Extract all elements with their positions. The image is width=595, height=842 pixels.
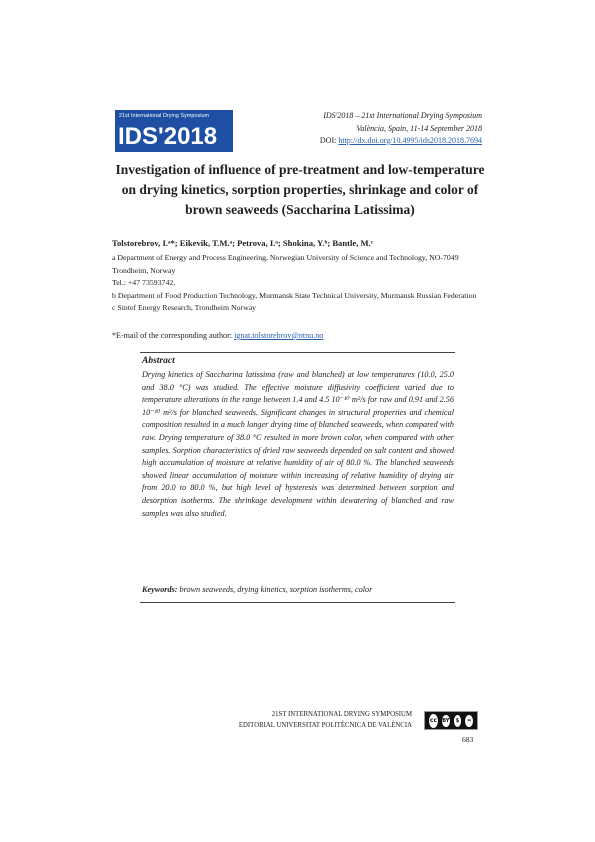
nc-icon: $ [453, 714, 463, 728]
doi-label: DOI: [319, 136, 337, 145]
affiliation-a: a Department of Energy and Process Engineering, Norwegian University of Science and Technology, NO-7049 Trondheim, Norway [112, 253, 459, 275]
abstract-text: Drying kinetics of Saccharina latissima (raw and blanched) at low temperatures (10.0, 25.0 and 38.0 °C) was studied. The effective moisture diffusivity coefficient varied due to temperature alterations in the range between 1.4 and 4.5 10⁻¹⁰ m²/s for raw and 0.91 and 2.56 10⁻¹⁰ m²/s for blanched seaweeds. Significant changes in structural properties and chemical composition resulted in a much longer drying time of blanched seaweeds, when compared with raw. Drying temperature of 38.0 °C resulted in more brown color, when compared with other samples. Sorption characteristics of dried raw seaweeds depended on salt content and showed high accumulation of moisture at relative humidity of air of 80.0 %. The blanched seaweeds showed linear accumulation of moisture within increasing of relative humidity of drying air from 20.0 to 80.0 %, but high level of hysteresis was determined between sorption and desorption isotherms. The shrinkage development within dewatering of blanched and raw samples was also studied. [142, 370, 454, 518]
keywords-text: brown seaweeds, drying kinetics, sorption isotherms, color [179, 585, 373, 594]
conference-header [320, 110, 482, 148]
keywords-line [142, 585, 454, 594]
logo-subtitle: 21st International Drying Symposium [119, 113, 210, 119]
author-list: Tolstorebrov, I.ᵃ*; Eikevik, T.M.ᵃ; Petrova, I.ᵃ; Shokina, Y.ᵇ; Bantle, M.ᶜ [112, 238, 373, 248]
doi-line [320, 135, 482, 148]
affiliation-b: b Department of Food Production Technology, Murmansk State Technical University, Murmansk Russian Federation [112, 290, 477, 300]
footer-publisher [239, 709, 412, 731]
affiliation-phone: Tel.: +47 73593742, [112, 278, 176, 287]
affiliations [112, 252, 484, 315]
footer-symposium: 21ST INTERNATIONAL DRYING SYMPOSIUM [271, 711, 412, 718]
conference-place-dates: València, Spain, 11-14 September 2018 [356, 123, 482, 133]
abstract-heading: Abstract [142, 356, 175, 366]
cc-license-badge[interactable] [424, 711, 478, 730]
abstract-top-rule [140, 352, 455, 353]
logo-title: IDS'2018 [118, 123, 218, 150]
ids2018-logo [115, 110, 233, 152]
doi-link[interactable]: http://dx.doi.org/10.4995/ids2018.2018.7694 [338, 136, 482, 145]
nd-icon: = [464, 714, 474, 728]
footer-editorial: EDITORIAL UNIVERSITAT POLITÈCNICA DE VALÈNCIA [238, 722, 412, 729]
abstract-bottom-rule [140, 602, 455, 603]
page-number: 683 [462, 735, 474, 744]
corresponding-author-email [112, 331, 323, 340]
email-label: *E-mail of the corresponding author: [112, 331, 233, 340]
keywords-label: Keywords: [142, 585, 178, 594]
cc-icon: cc [428, 713, 439, 729]
by-icon: BY [441, 714, 451, 728]
paper-title: Investigation of influence of pre-treatment and low-temperature on drying kinetics, sorption properties, shrinkage and color of brown seaweeds (Saccharina Latissima) [115, 162, 485, 217]
affiliation-c: c Sintef Energy Research, Trondheim Norway [112, 303, 257, 312]
conference-name: IDS'2018 – 21st International Drying Symposium [323, 111, 482, 120]
email-link[interactable]: ignat.tolstorebrov@ntnu.no [234, 331, 324, 340]
